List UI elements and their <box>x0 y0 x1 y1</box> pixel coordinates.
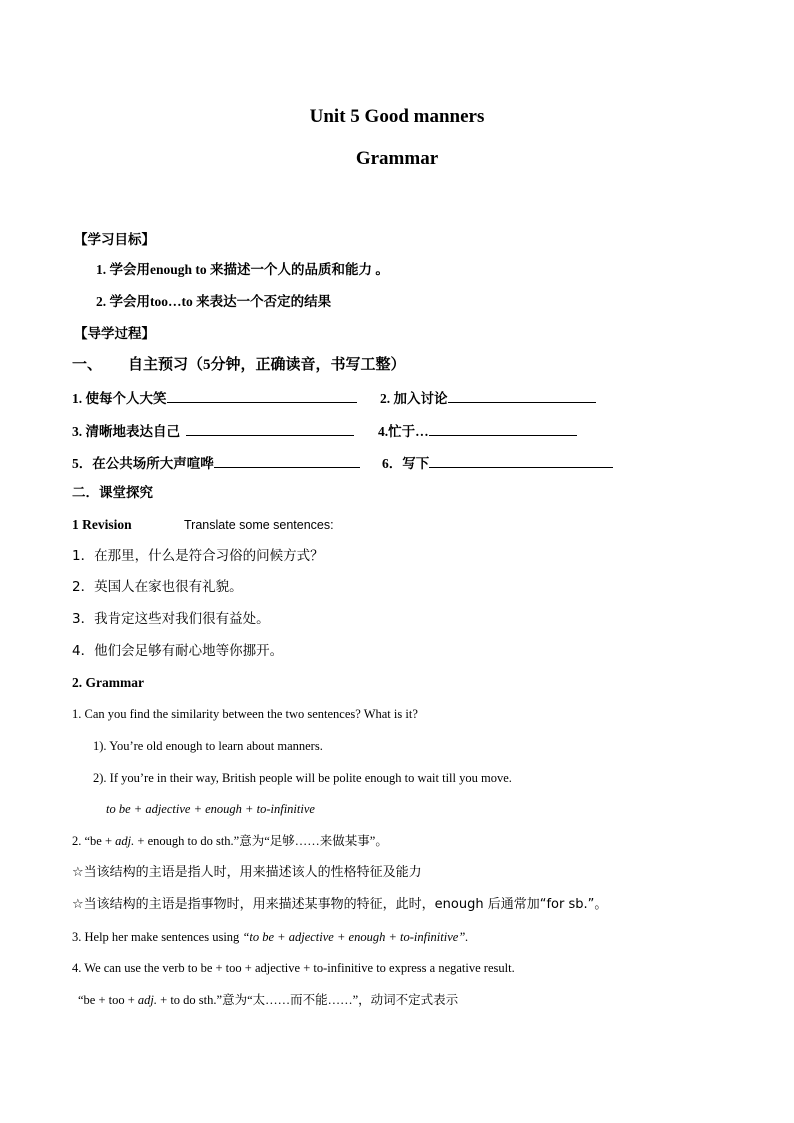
revision-label: 1 Revision <box>72 517 132 532</box>
preview-item-5 <box>72 453 360 473</box>
page-title: Unit 5 Good manners <box>309 106 485 127</box>
objective-1: 1. 学会用enough to 来描述一个人的品质和能力 。 <box>96 262 389 277</box>
preview-item-4 <box>378 421 577 441</box>
preview-item-2 <box>380 388 596 408</box>
preview-label: 6．写下 <box>382 456 430 471</box>
answer-blank[interactable] <box>214 453 360 468</box>
section-1-number: 一、 <box>72 357 103 373</box>
revision-item-4: 4．他们会足够有耐心地等你挪开。 <box>72 643 284 659</box>
grammar-note-5: “be + too + adj. + to do sth.”意为“太……而不能……”，动词不定式表示 <box>78 993 459 1007</box>
answer-blank[interactable] <box>167 388 357 403</box>
revision-item-3: 3．我肯定这些对我们很有益处。 <box>72 611 270 627</box>
preview-label: 1. 使每个人大笑 <box>72 391 167 406</box>
answer-blank[interactable] <box>429 421 577 436</box>
objectives-heading: 【学习目标】 <box>74 232 155 248</box>
section-1-title: 自主预习（5分钟，正确读音，书写工整） <box>128 357 406 373</box>
grammar-heading: 2. Grammar <box>72 675 144 690</box>
example-sentence-2: 2). If you’re in their way, British people will be polite enough to wait till you move. <box>93 771 512 785</box>
objective-2: 2. 学会用too…to 来表达一个否定的结果 <box>96 294 332 309</box>
grammar-note-4: 4. We can use the verb to be + too + adjective + to-infinitive to express a negative result. <box>72 961 515 975</box>
answer-blank[interactable] <box>186 421 354 436</box>
formula: to be + adjective + enough + to-infinitive <box>106 802 315 816</box>
answer-blank[interactable] <box>448 388 596 403</box>
preview-item-1 <box>72 388 357 408</box>
revision-instruction: Translate some sentences: <box>184 518 334 532</box>
revision-item-1: 1．在那里，什么是符合习俗的问候方式？ <box>72 548 324 564</box>
grammar-note-2: 2. “be + adj. + enough to do sth.”意为“足够……来做某事”。 <box>72 834 388 848</box>
preview-item-6 <box>382 453 613 473</box>
page-subtitle: Grammar <box>355 148 439 169</box>
star-note-1: ☆当该结构的主语是指人时，用来描述该人的性格特征及能力 <box>72 865 422 880</box>
preview-label: 4.忙于… <box>378 424 429 439</box>
example-sentence-1: 1). You’re old enough to learn about manners. <box>93 739 323 753</box>
preview-label: 3. 清晰地表达自己 <box>72 424 180 439</box>
section-2-heading: 二．课堂探究 <box>72 485 153 500</box>
process-heading: 【导学过程】 <box>74 326 155 342</box>
answer-blank[interactable] <box>429 453 613 468</box>
revision-item-2: 2．英国人在家也很有礼貌。 <box>72 579 243 595</box>
grammar-question-1: 1. Can you find the similarity between the two sentences? What is it? <box>72 707 418 721</box>
preview-label: 5．在公共场所大声喧哗 <box>72 456 214 471</box>
preview-item-3 <box>72 421 354 441</box>
grammar-task-3: 3. Help her make sentences using “to be + adjective + enough + to-infinitive”. <box>72 930 469 944</box>
star-note-2: ☆当该结构的主语是指事物时，用来描述某事物的特征，此时，enough 后通常加“for sb.”。 <box>72 897 608 912</box>
preview-label: 2. 加入讨论 <box>380 391 448 406</box>
